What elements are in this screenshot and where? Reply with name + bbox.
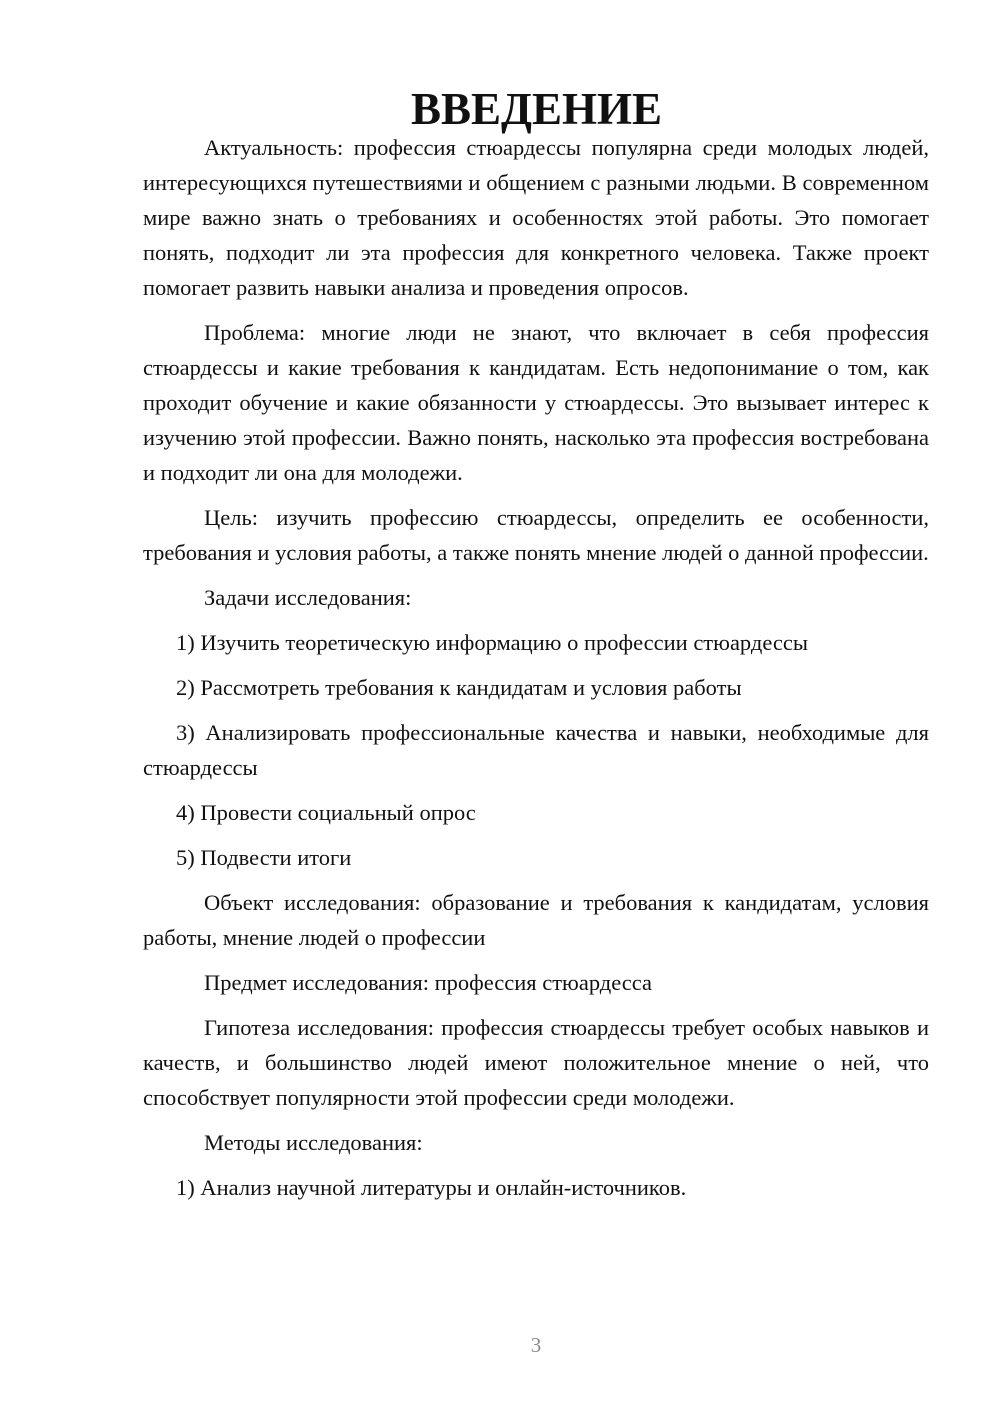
section-heading: ВВЕДЕНИЕ bbox=[410, 84, 663, 134]
paragraph-problem: Проблема: многие люди не знают, что включает в себя профессия стюардессы и какие требования к кандидатам. Есть недопонимание о том, как проходит обучение и какие обязанности у стюардессы. Это вызывает интерес к изучению этой профессии. Важно понять, насколько эта профессия востребована и подходит ли она для молодежи. bbox=[143, 320, 929, 485]
paragraph-hypothesis: Гипотеза исследования: профессия стюардессы требует особых навыков и качеств, и большинство людей имеют положительное мнение о ней, что способствует популярности этой профессии среди молодежи. bbox=[143, 1015, 929, 1110]
tasks-heading: Задачи исследования: bbox=[204, 585, 412, 610]
paragraph-goal: Цель: изучить профессию стюардессы, определить ее особенности, требования и условия работы, а также понять мнение людей о данной профессии. bbox=[143, 505, 929, 565]
task-item: 4) Провести социальный опрос bbox=[176, 800, 476, 825]
task-item: 5) Подвести итоги bbox=[176, 845, 352, 870]
paragraph-object: Объект исследования: образование и требования к кандидатам, условия работы, мнение людей о профессии bbox=[143, 890, 929, 950]
method-item: 1) Анализ научной литературы и онлайн-источников. bbox=[176, 1175, 687, 1200]
task-item: 3) Анализировать профессиональные качества и навыки, необходимые для стюардессы bbox=[143, 720, 929, 780]
task-item: 1) Изучить теоретическую информацию о профессии стюардессы bbox=[176, 630, 808, 655]
methods-heading: Методы исследования: bbox=[204, 1130, 423, 1155]
paragraph-subject: Предмет исследования: профессия стюардесса bbox=[204, 970, 653, 995]
page-content bbox=[143, 84, 929, 1205]
task-item: 2) Рассмотреть требования к кандидатам и условия работы bbox=[176, 675, 742, 700]
page-number: 3 bbox=[530, 1333, 542, 1357]
paragraph-relevance: Актуальность: профессия стюардессы популярна среди молодых людей, интересующихся путешествиями и общением с разными людьми. В современном мире важно знать о требованиях и особенностях этой работы. Это помогает понять, подходит ли эта профессия для конкретного человека. Также проект помогает развить навыки анализа и проведения опросов. bbox=[143, 135, 929, 300]
